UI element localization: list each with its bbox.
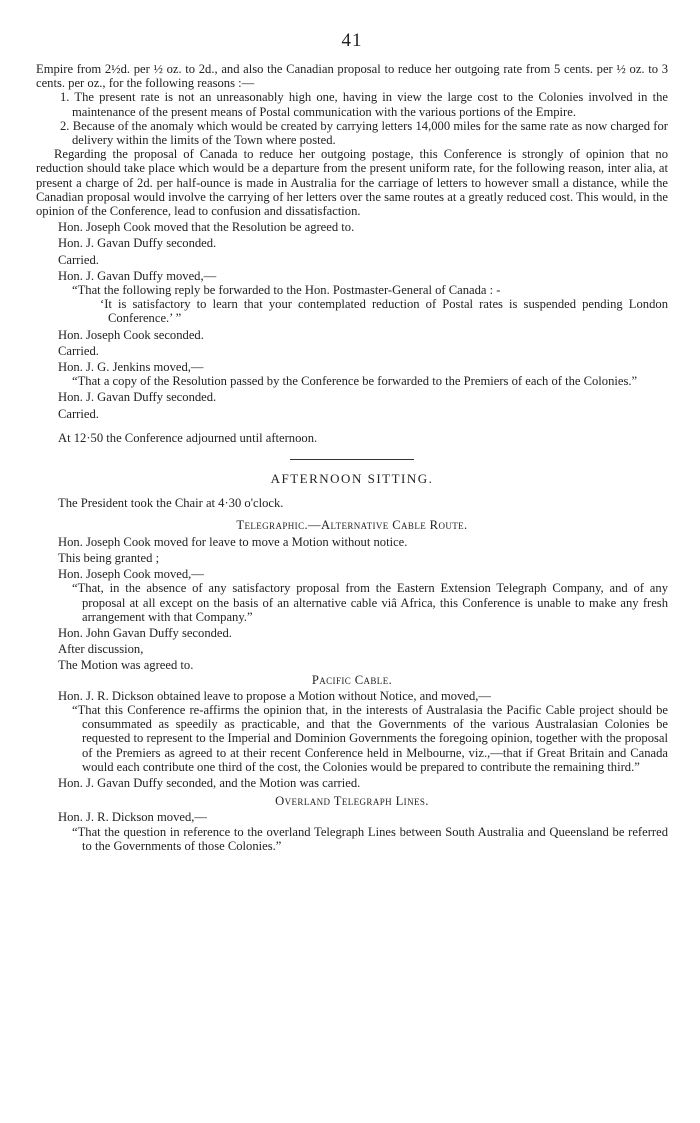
minute-line: Hon. Joseph Cook seconded. xyxy=(58,327,204,342)
resolution-quote: “That a copy of the Resolution passed by the Conference be forwarded to the Premiers of each of the Colonies.” xyxy=(72,374,638,389)
page-number: 41 xyxy=(341,30,363,51)
minute-line: The President took the Chair at 4·30 o'clock. xyxy=(58,496,284,511)
resolution-quote: “That the following reply be forwarded to the Hon. Postmaster-General of Canada : - xyxy=(72,283,501,298)
minute-line: Carried. xyxy=(58,252,99,267)
resolution-quote: “That this Conference re-affirms the opinion that, in the interests of Australasia the Pacific Cable project should be consummated as speedily as practicable, and that the Governments of the various Australasian Colonies be requested to represent to the Imperial and Dominion Governments the foregoing opinion, together with the proposal of the Premiers as agreed to at their recent Conference held in Melbourne, viz.,—that if Great Britain and Canada would each contribute one third of the cost, the Colonies would be prepared to contribute the remaining third.” xyxy=(72,702,668,774)
minute-line: Hon. Joseph Cook moved for leave to move a Motion without notice. xyxy=(58,534,408,549)
resolution-quote: ‘It is satisfactory to learn that your contemplated reduction of Postal rates is suspended pending London Conference.’ ” xyxy=(100,297,668,326)
subsection-heading: Pacific Cable. xyxy=(311,672,393,687)
document-page xyxy=(36,0,668,853)
section-heading: AFTERNOON SITTING. xyxy=(270,471,434,487)
minute-line: Hon. Joseph Cook moved,— xyxy=(58,567,204,582)
resolution-quote: “That, in the absence of any satisfactory proposal from the Eastern Extension Telegraph Company, and of any proposal at all except on the basis of an alternative cable viâ Africa, this Conference is unable to make any fresh arrangement with that Company.” xyxy=(72,581,668,624)
subsection-heading: Overland Telegraph Lines. xyxy=(275,794,429,809)
minute-line: Hon. J. Gavan Duffy seconded, and the Motion was carried. xyxy=(58,775,361,790)
resolution-quote: “That the question in reference to the overland Telegraph Lines between South Australia and Queensland be referred to the Governments of those Colonies.” xyxy=(72,824,668,853)
minute-line: Hon. J. R. Dickson moved,— xyxy=(58,810,208,825)
minute-line: The Motion was agreed to. xyxy=(58,658,194,673)
paragraph: Regarding the proposal of Canada to reduce her outgoing postage, this Conference is strongly of opinion that no reduction should take place which would be a departure from the present uniform rate, for the following reason, inter alia, at present a charge of 2d. per half-ounce is made in Australia for the carriage of letters to however small a distance, while the Canadian proposal would involve the carrying of her letters over the same routes at a greatly reduced cost. This would, in the opinion of the Conference, lead to confusion and dissatisfaction. xyxy=(36,147,668,219)
subsection-heading: Telegraphic.—Alternative Cable Route. xyxy=(236,518,468,533)
reason-1: 1. The present rate is not an unreasonably high one, having in view the large cost to the Colonies involved in the maintenance of the present means of Postal communication with the various portions of the Empire. xyxy=(60,90,668,119)
minute-line: Hon. John Gavan Duffy seconded. xyxy=(58,625,232,640)
minute-line: At 12·50 the Conference adjourned until afternoon. xyxy=(58,430,318,445)
minute-line: This being granted ; xyxy=(58,550,160,565)
minute-line: Hon. J. Gavan Duffy seconded. xyxy=(58,390,217,405)
minute-line: Hon. J. Gavan Duffy seconded. xyxy=(58,236,217,251)
minute-line: Carried. xyxy=(58,406,99,421)
minute-line: Carried. xyxy=(58,343,99,358)
minute-line: Hon. Joseph Cook moved that the Resolution be agreed to. xyxy=(58,220,355,235)
reason-2: 2. Because of the anomaly which would be created by carrying letters 14,000 miles for the same rate as now charged for delivery within the limits of the Town where posted. xyxy=(60,118,668,148)
minute-line: Hon. J. R. Dickson obtained leave to propose a Motion without Notice, and moved,— xyxy=(58,688,492,703)
minute-line: After discussion, xyxy=(58,642,144,657)
minute-line: Hon. J. Gavan Duffy moved,— xyxy=(58,268,217,283)
paragraph: Empire from 2½d. per ½ oz. to 2d., and also the Canadian proposal to reduce her outgoing rate from 5 cents. per ½ oz. to 3 cents. per oz., for the following reasons :— xyxy=(36,62,668,91)
minute-line: Hon. J. G. Jenkins moved,— xyxy=(58,360,204,375)
